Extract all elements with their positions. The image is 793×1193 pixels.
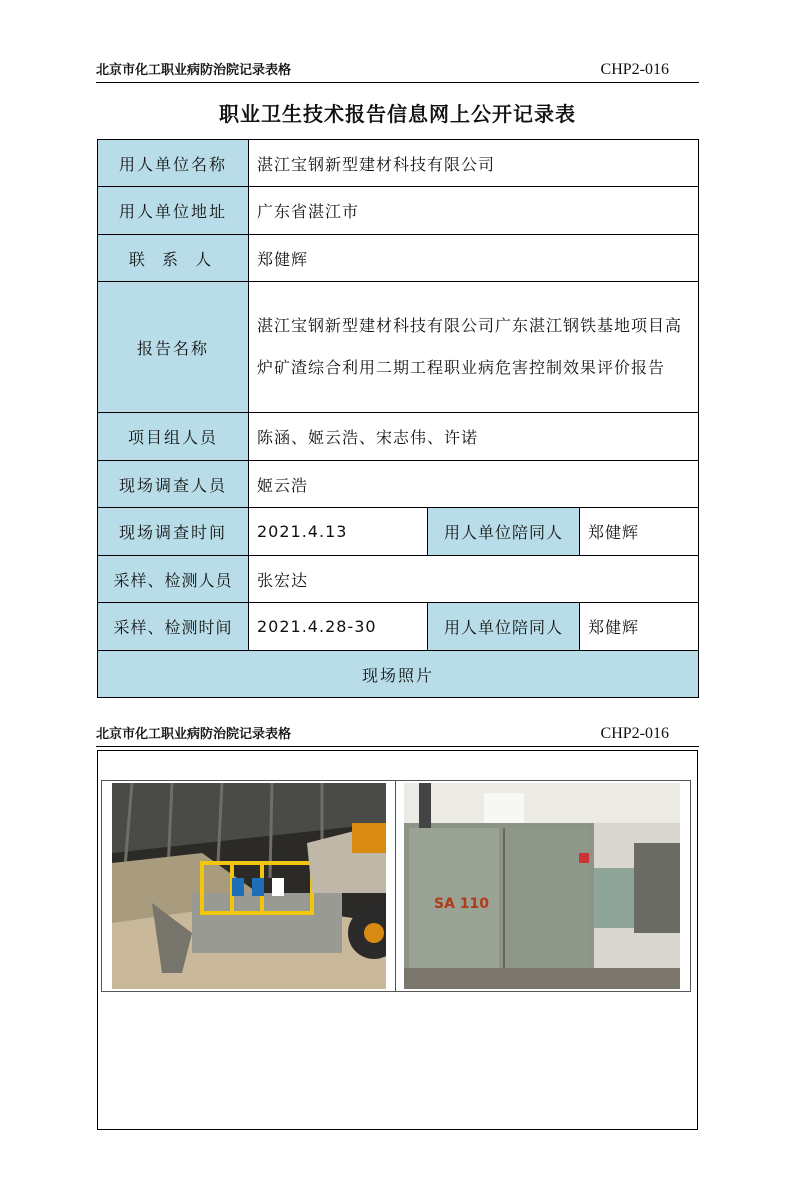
row-survey-staff xyxy=(98,461,699,508)
header-org-2: 北京市化工职业病防治院记录表格 xyxy=(96,727,292,742)
header-rule-2 xyxy=(96,746,699,747)
header-org: 北京市化工职业病防治院记录表格 xyxy=(96,63,292,78)
label-sampling-companion: 用人单位陪同人 xyxy=(428,603,580,651)
value-sampling-staff: 张宏达 xyxy=(249,556,699,603)
page-header xyxy=(96,62,699,80)
row-report-name xyxy=(98,282,699,413)
photo-divider xyxy=(395,781,396,991)
label-report-name: 报告名称 xyxy=(98,282,249,413)
value-employer-address: 广东省湛江市 xyxy=(249,187,699,235)
label-employer-name: 用人单位名称 xyxy=(98,140,249,187)
page-title: 职业卫生技术报告信息网上公开记录表 xyxy=(219,102,576,126)
label-survey-staff: 现场调查人员 xyxy=(98,461,249,508)
value-contact: 郑健辉 xyxy=(249,235,699,282)
row-employer-name xyxy=(98,140,699,187)
value-employer-name: 湛江宝钢新型建材科技有限公司 xyxy=(249,140,699,187)
value-sampling-companion: 郑健辉 xyxy=(580,603,699,651)
row-photos-label xyxy=(98,651,699,698)
label-sampling-staff: 采样、检测人员 xyxy=(98,556,249,603)
warehouse-loader-photo-icon xyxy=(112,783,386,989)
value-survey-time: 2021.4.13 xyxy=(249,508,428,556)
label-survey-time: 现场调查时间 xyxy=(98,508,249,556)
photo-2-graphic xyxy=(404,783,680,989)
row-project-members xyxy=(98,413,699,461)
value-survey-staff: 姬云浩 xyxy=(249,461,699,508)
photo-1-graphic xyxy=(112,783,386,989)
label-project-members: 项目组人员 xyxy=(98,413,249,461)
header-rule xyxy=(96,82,699,83)
header-code: CHP2-016 xyxy=(600,61,669,78)
photo-section xyxy=(97,750,698,1130)
value-survey-companion: 郑健辉 xyxy=(580,508,699,556)
row-survey-time xyxy=(98,508,699,556)
label-employer-address: 用人单位地址 xyxy=(98,187,249,235)
air-compressor-photo-icon xyxy=(404,783,680,989)
value-report-name: 湛江宝钢新型建材科技有限公司广东湛江钢铁基地项目高炉矿渣综合利用二期工程职业病危害控制效果评价报告 xyxy=(249,282,699,413)
page-header-2 xyxy=(96,726,699,744)
value-project-members: 陈涵、姬云浩、宋志伟、许诺 xyxy=(249,413,699,461)
label-survey-companion: 用人单位陪同人 xyxy=(428,508,580,556)
label-contact: 联 系 人 xyxy=(98,235,249,282)
label-sampling-time: 采样、检测时间 xyxy=(98,603,249,651)
row-sampling-time xyxy=(98,603,699,651)
header-code-2: CHP2-016 xyxy=(600,725,669,742)
row-contact xyxy=(98,235,699,282)
label-photos: 现场照片 xyxy=(98,651,699,698)
value-sampling-time: 2021.4.28-30 xyxy=(249,603,428,651)
record-table xyxy=(97,139,699,698)
photo-strip xyxy=(101,780,691,992)
row-sampling-staff xyxy=(98,556,699,603)
compressor-sign: SA 110 xyxy=(434,896,490,912)
row-employer-address xyxy=(98,187,699,235)
